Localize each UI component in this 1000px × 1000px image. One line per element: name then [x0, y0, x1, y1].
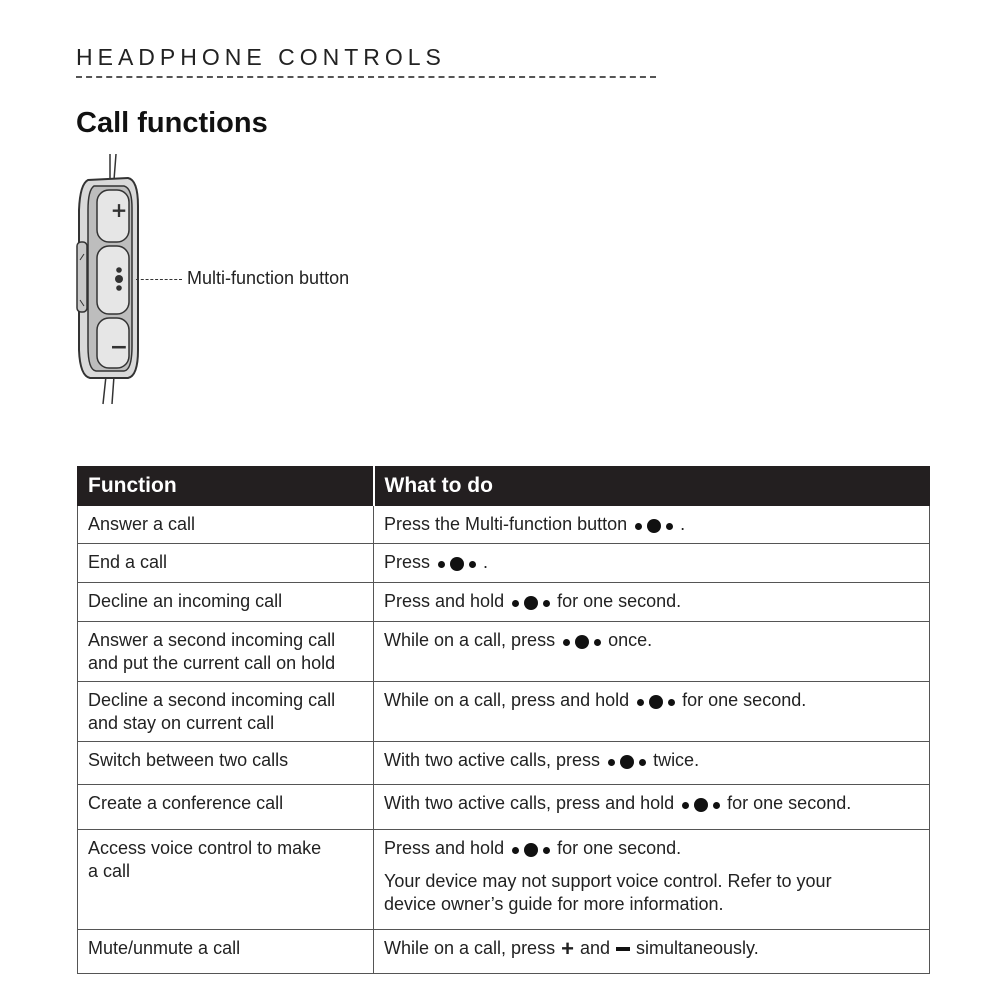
note-line: Your device may not support voice control. Refer to your	[384, 870, 832, 891]
action-text-end: once.	[608, 630, 653, 650]
action-cell	[374, 785, 930, 830]
action-text-end: .	[680, 514, 686, 534]
action-text-end: for one second.	[727, 793, 852, 813]
small-dot-icon	[116, 285, 122, 291]
function-cell	[78, 785, 374, 830]
large-dot-icon	[115, 275, 123, 283]
function-text: Answer a call	[88, 514, 196, 534]
action-text-end: simultaneously.	[635, 938, 759, 958]
action-text: Press the Multi-function button	[384, 514, 628, 534]
note-line: device owner’s guide for more information.	[384, 893, 724, 914]
multi-function-button-icon	[635, 514, 673, 537]
minus-icon: −	[109, 335, 129, 360]
function-text: Create a conference call	[88, 793, 284, 813]
function-text: Mute/unmute a call	[88, 938, 241, 958]
section-header: HEADPHONE CONTROLS	[76, 44, 446, 70]
function-text: Decline an incoming call	[88, 591, 283, 611]
function-cell	[78, 682, 374, 742]
function-cell	[78, 830, 374, 930]
action-text: Press and hold	[384, 591, 505, 611]
call-functions-table	[77, 466, 930, 974]
multi-function-button-icon	[438, 552, 476, 575]
action-text: With two active calls, press and hold	[384, 793, 675, 813]
plus-icon: +	[110, 198, 128, 222]
table-header-row	[78, 467, 930, 506]
function-text-line2: and put the current call on hold	[88, 653, 336, 673]
action-cell	[374, 682, 930, 742]
action-text: While on a call, press	[384, 938, 556, 958]
action-cell	[374, 742, 930, 785]
function-text-line2: and stay on current call	[88, 713, 275, 733]
action-text: With two active calls, press	[384, 750, 601, 770]
multi-function-button-icon	[608, 750, 646, 773]
action-text: Press and hold	[384, 838, 505, 858]
multi-function-button-icon	[512, 838, 550, 861]
function-cell	[78, 544, 374, 583]
action-text-end: for one second.	[557, 591, 682, 611]
table-row	[78, 785, 930, 830]
table-row	[78, 622, 930, 682]
function-text: Answer a second incoming call	[88, 630, 336, 650]
action-cell	[374, 830, 930, 930]
action-text: While on a call, press	[384, 630, 556, 650]
multi-function-button-icon	[512, 591, 550, 614]
minus-icon	[616, 947, 630, 951]
column-header-function: Function	[78, 467, 374, 506]
inline-remote-illustration	[70, 150, 150, 410]
table-row	[78, 742, 930, 785]
function-text: End a call	[88, 552, 168, 572]
action-cell	[374, 583, 930, 622]
small-dot-icon	[116, 267, 122, 273]
table-row	[78, 583, 930, 622]
function-cell	[78, 583, 374, 622]
action-cell	[374, 544, 930, 583]
page-title: Call functions	[76, 107, 268, 139]
table-row	[78, 682, 930, 742]
callout-leader	[136, 279, 182, 280]
function-cell	[78, 622, 374, 682]
multi-function-button-icon	[563, 630, 601, 653]
action-text-end: for one second.	[557, 838, 682, 858]
column-header-what-to-do: What to do	[374, 467, 930, 506]
function-text: Decline a second incoming call	[88, 690, 336, 710]
plus-icon: +	[561, 936, 574, 962]
table-row	[78, 544, 930, 583]
function-cell	[78, 506, 374, 544]
table-row	[78, 830, 930, 930]
function-text-line2: a call	[88, 861, 131, 881]
table-row	[78, 506, 930, 544]
action-text: Press	[384, 552, 431, 572]
action-cell	[374, 506, 930, 544]
multi-function-button-icon	[682, 793, 720, 816]
action-cell	[374, 622, 930, 682]
action-text-end: .	[483, 552, 489, 572]
function-text: Switch between two calls	[88, 750, 289, 770]
voice-control-note	[384, 870, 920, 916]
table-row	[78, 930, 930, 974]
action-text-end: for one second.	[682, 690, 807, 710]
action-text-and: and	[579, 938, 610, 958]
section-divider	[76, 76, 656, 78]
action-text-end: twice.	[653, 750, 700, 770]
action-cell	[374, 930, 930, 974]
function-cell	[78, 930, 374, 974]
callout-label: Multi-function button	[187, 268, 350, 288]
multi-function-button-icon	[637, 690, 675, 713]
function-text: Access voice control to make	[88, 838, 322, 858]
function-cell	[78, 742, 374, 785]
action-text: While on a call, press and hold	[384, 690, 630, 710]
